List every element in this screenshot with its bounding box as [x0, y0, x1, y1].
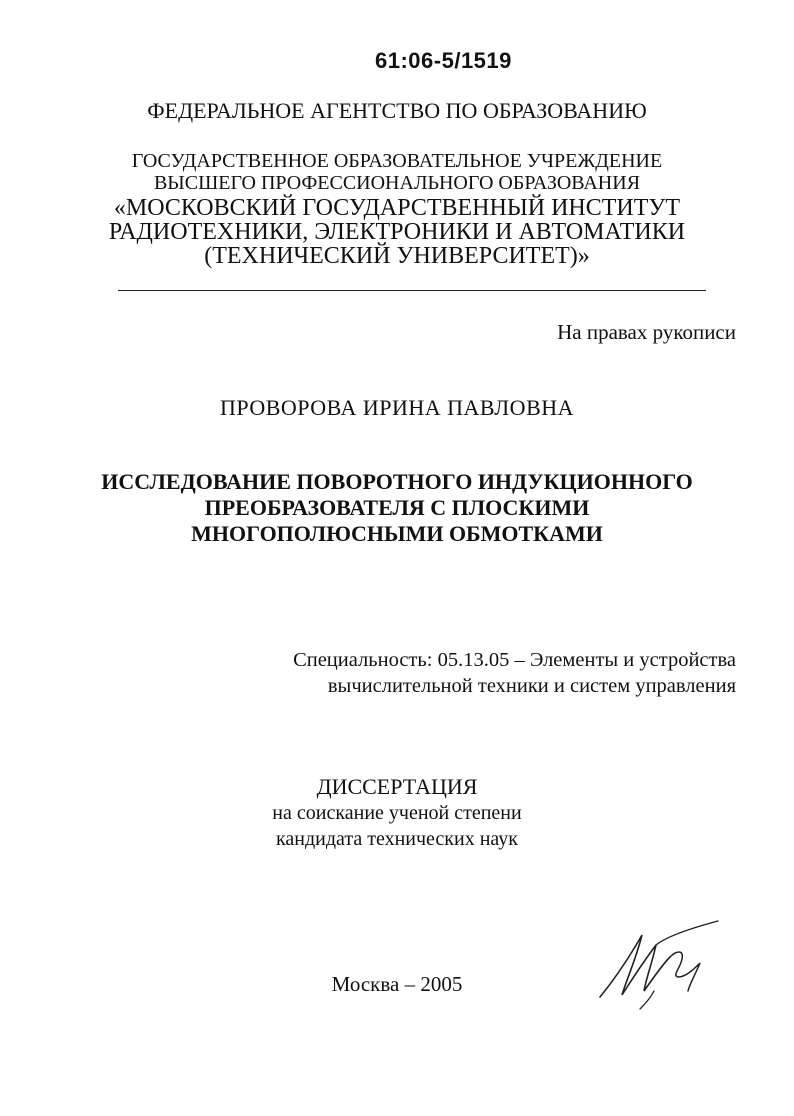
city-year: Москва – 2005: [331, 972, 463, 996]
institution-line-5: (ТЕХНИЧЕСКИЙ УНИВЕРСИТЕТ)»: [204, 243, 590, 269]
institution-line-4: РАДИОТЕХНИКИ, ЭЛЕКТРОНИКИ И АВТОМАТИКИ: [108, 219, 686, 245]
institution-line-3: «МОСКОВСКИЙ ГОСУДАРСТВЕННЫЙ ИНСТИТУТ: [113, 195, 681, 221]
thesis-title-line-2: ПРЕОБРАЗОВАТЕЛЯ С ПЛОСКИМИ: [204, 495, 590, 520]
institution-line-1: ГОСУДАРСТВЕННОЕ ОБРАЗОВАТЕЛЬНОЕ УЧРЕЖДЕНИЕ: [131, 150, 663, 172]
dissertation-label: ДИССЕРТАЦИЯ: [316, 774, 478, 799]
agency-name: ФЕДЕРАЛЬНОЕ АГЕНТСТВО ПО ОБРАЗОВАНИЮ: [147, 98, 647, 123]
degree-line-2: кандидата технических наук: [275, 828, 519, 850]
thesis-title-line-3: МНОГОПОЛЮСНЫМИ ОБМОТКАМИ: [191, 521, 603, 546]
specialty-line-1: Специальность: 05.13.05 – Элементы и устройства: [293, 649, 736, 671]
author-name: ПРОВОРОВА ИРИНА ПАВЛОВНА: [219, 395, 575, 420]
institution-line-2: ВЫСШЕГО ПРОФЕССИОНАЛЬНОГО ОБРАЗОВАНИЯ: [153, 172, 641, 194]
rights-note: На правах рукописи: [557, 320, 736, 344]
signature-icon: [596, 915, 726, 1010]
thesis-title-line-1: ИССЛЕДОВАНИЕ ПОВОРОТНОГО ИНДУКЦИОННОГО: [101, 469, 693, 494]
header-divider: [118, 290, 706, 291]
specialty-line-2: вычислительной техники и систем управления: [327, 675, 736, 697]
degree-line-1: на соискание ученой степени: [272, 802, 522, 824]
document-code: 61:06-5/1519: [375, 48, 512, 73]
